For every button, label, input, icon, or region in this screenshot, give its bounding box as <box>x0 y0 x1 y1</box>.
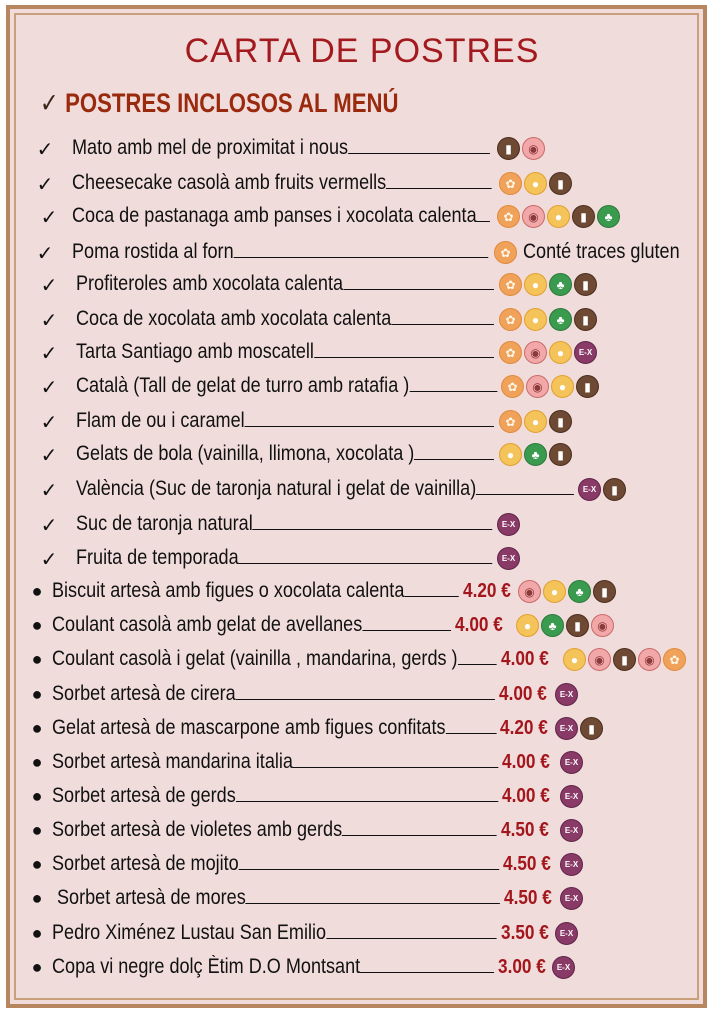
dish-name-text: Sorbet artesà mandarina italia <box>52 750 293 773</box>
soy-allergen-icon: ♣ <box>549 308 572 331</box>
gluten-allergen-icon: ✿ <box>499 341 522 364</box>
gluten-allergen-icon: ✿ <box>499 308 522 331</box>
dish-name <box>52 647 497 671</box>
check-icon: ✓ <box>40 412 58 434</box>
leader-line <box>343 272 494 290</box>
sulfites-allergen-icon: E-X <box>555 717 578 740</box>
milk-allergen-icon: ▮ <box>576 375 599 398</box>
leader-line <box>360 955 494 973</box>
milk-allergen-icon: ▮ <box>549 443 572 466</box>
allergen-icons <box>560 751 583 774</box>
check-icon: ✓ <box>36 174 54 196</box>
check-icon: ✓ <box>40 445 58 467</box>
allergen-icons <box>560 887 583 910</box>
egg-allergen-icon: ● <box>516 614 539 637</box>
dish-name-text: Tarta Santiago amb moscatell <box>76 340 314 363</box>
dish-price: 4.20 € <box>463 580 511 602</box>
soy-allergen-icon: ♣ <box>549 273 572 296</box>
leader-line <box>342 818 497 836</box>
dish-name <box>76 477 574 501</box>
dish-name-text: Coca de pastanaga amb panses i xocolata calenta <box>72 204 477 227</box>
dish-price: 4.00 € <box>499 683 547 705</box>
check-icon: ✓ <box>36 139 54 161</box>
sulfites-allergen-icon: E-X <box>560 887 583 910</box>
leader-line <box>326 921 497 939</box>
allergen-icons <box>497 205 620 228</box>
milk-allergen-icon: ▮ <box>574 273 597 296</box>
allergen-icons <box>555 922 578 945</box>
milk-allergen-icon: ▮ <box>574 308 597 331</box>
dish-name <box>76 374 497 398</box>
sulfites-allergen-icon: E-X <box>497 547 520 570</box>
dish-name <box>72 204 490 228</box>
dish-name <box>52 716 497 740</box>
egg-allergen-icon: ● <box>499 443 522 466</box>
leader-line <box>293 750 498 768</box>
milk-allergen-icon: ▮ <box>613 648 636 671</box>
leader-line <box>446 716 497 734</box>
nuts-allergen-icon: ◉ <box>522 137 545 160</box>
dish-name <box>72 240 488 264</box>
nuts-allergen-icon: ◉ <box>522 205 545 228</box>
leader-line <box>477 204 490 222</box>
dish-price: 4.00 € <box>455 614 503 636</box>
leader-line <box>253 512 492 530</box>
dish-name-text: Flam de ou i caramel <box>76 409 245 432</box>
allergen-icons <box>497 513 520 536</box>
allergen-icons <box>578 478 626 501</box>
leader-line <box>245 409 494 427</box>
allergen-icons <box>494 241 517 264</box>
soy-allergen-icon: ♣ <box>524 443 547 466</box>
allergen-icons <box>499 443 572 466</box>
dish-price: 4.20 € <box>500 717 548 739</box>
bullet-icon: ● <box>31 615 43 635</box>
gluten-allergen-icon: ✿ <box>499 410 522 433</box>
bullet-icon: ● <box>31 718 43 738</box>
dish-name <box>72 136 490 160</box>
allergen-icons <box>518 580 616 603</box>
bullet-icon: ● <box>31 820 43 840</box>
milk-allergen-icon: ▮ <box>566 614 589 637</box>
sulfites-allergen-icon: E-X <box>497 513 520 536</box>
dish-name <box>52 682 495 706</box>
allergen-icons <box>499 172 572 195</box>
bullet-icon: ● <box>31 752 43 772</box>
bullet-icon: ● <box>31 684 43 704</box>
dish-name <box>52 955 494 979</box>
milk-allergen-icon: ▮ <box>549 172 572 195</box>
leader-line <box>404 579 459 597</box>
egg-allergen-icon: ● <box>547 205 570 228</box>
leader-line <box>246 886 500 904</box>
egg-allergen-icon: ● <box>549 341 572 364</box>
dish-name-text: Mato amb mel de proximitat i nous <box>72 136 349 159</box>
check-icon: ✓ <box>40 377 58 399</box>
milk-allergen-icon: ▮ <box>572 205 595 228</box>
check-icon: ✓ <box>40 480 58 502</box>
dish-name-text: Copa vi negre dolç Ètim D.O Montsant <box>52 955 361 978</box>
dish-name <box>76 409 494 433</box>
dish-name-text: Sorbet artesà de gerds <box>52 784 236 807</box>
egg-allergen-icon: ● <box>551 375 574 398</box>
dish-price: 3.50 € <box>501 922 549 944</box>
dish-name <box>76 272 494 296</box>
gluten-allergen-icon: ✿ <box>499 172 522 195</box>
dish-price: 4.00 € <box>502 785 550 807</box>
check-icon: ✓ <box>40 88 59 118</box>
dish-name <box>52 852 499 876</box>
bullet-icon: ● <box>31 923 43 943</box>
leader-line <box>239 546 492 564</box>
sulfites-allergen-icon: E-X <box>560 751 583 774</box>
dish-name-text: Suc de taronja natural <box>76 512 253 535</box>
milk-allergen-icon: ▮ <box>593 580 616 603</box>
dish-name-text: Gelats de bola (vainilla, llimona, xocolata ) <box>76 442 415 465</box>
milk-allergen-icon: ▮ <box>497 137 520 160</box>
allergen-icons <box>560 853 583 876</box>
milk-allergen-icon: ▮ <box>549 410 572 433</box>
sulfites-allergen-icon: E-X <box>555 683 578 706</box>
dish-name <box>72 171 492 195</box>
check-icon: ✓ <box>40 310 58 332</box>
dish-name-text: Coca de xocolata amb xocolata calenta <box>76 307 392 330</box>
allergen-icons <box>516 614 614 637</box>
nuts-allergen-icon: ◉ <box>518 580 541 603</box>
gluten-allergen-icon: ✿ <box>663 648 686 671</box>
section-subtitle <box>40 88 398 119</box>
egg-allergen-icon: ● <box>524 308 547 331</box>
nuts-allergen-icon: ◉ <box>526 375 549 398</box>
bullet-icon: ● <box>31 649 43 669</box>
bullet-icon: ● <box>31 786 43 806</box>
dish-name <box>52 818 497 842</box>
dish-name-text: Gelat artesà de mascarpone amb figues confitats <box>52 716 446 739</box>
dish-price: 4.50 € <box>501 819 549 841</box>
egg-allergen-icon: ● <box>524 410 547 433</box>
soy-allergen-icon: ♣ <box>568 580 591 603</box>
dish-name-text: Biscuit artesà amb figues o xocolata calenta <box>52 579 405 602</box>
egg-allergen-icon: ● <box>563 648 586 671</box>
leader-line <box>234 240 488 258</box>
dish-name-text: Sorbet artesà de violetes amb gerds <box>52 818 343 841</box>
allergen-note: Conté traces gluten <box>523 240 680 263</box>
gluten-allergen-icon: ✿ <box>501 375 524 398</box>
bullet-icon: ● <box>31 581 43 601</box>
milk-allergen-icon: ▮ <box>603 478 626 501</box>
leader-line <box>362 613 451 631</box>
check-icon: ✓ <box>40 549 58 571</box>
check-icon: ✓ <box>40 207 58 229</box>
menu-title: CARTA DE POSTRES <box>184 32 540 70</box>
gluten-allergen-icon: ✿ <box>494 241 517 264</box>
dish-name-text: Català (Tall de gelat de turro amb ratafia ) <box>76 374 410 397</box>
allergen-icons <box>499 341 597 364</box>
dish-name <box>76 307 494 331</box>
check-icon: ✓ <box>40 343 58 365</box>
leader-line <box>348 136 490 154</box>
gluten-allergen-icon: ✿ <box>497 205 520 228</box>
allergen-icons <box>555 683 578 706</box>
allergen-icons <box>501 375 599 398</box>
dish-name-text: Poma rostida al forn <box>72 240 234 263</box>
leader-line <box>386 171 492 189</box>
bullet-icon: ● <box>31 854 43 874</box>
check-icon: ✓ <box>40 275 58 297</box>
leader-line <box>236 784 498 802</box>
dish-name <box>76 512 492 536</box>
egg-allergen-icon: ● <box>524 172 547 195</box>
dish-name-text: Profiteroles amb xocolata calenta <box>76 272 344 295</box>
leader-line <box>458 647 497 665</box>
allergen-icons <box>497 137 545 160</box>
allergen-icons <box>560 785 583 808</box>
allergen-icons <box>563 648 686 671</box>
sulfites-allergen-icon: E-X <box>560 785 583 808</box>
nuts-allergen-icon: ◉ <box>591 614 614 637</box>
dish-name <box>76 442 494 466</box>
dish-price: 4.50 € <box>503 853 551 875</box>
dish-name <box>52 921 497 945</box>
leader-line <box>414 442 494 460</box>
bullet-icon: ● <box>31 957 43 977</box>
dish-name <box>57 886 500 910</box>
soy-allergen-icon: ♣ <box>541 614 564 637</box>
sulfites-allergen-icon: E-X <box>574 341 597 364</box>
allergen-icons <box>499 308 597 331</box>
allergen-icons <box>560 819 583 842</box>
dish-name <box>76 546 492 570</box>
dish-name-text: València (Suc de taronja natural i gelat de vainilla) <box>76 477 477 500</box>
sulfites-allergen-icon: E-X <box>560 853 583 876</box>
dish-name <box>52 784 498 808</box>
section-subtitle-text: POSTRES INCLOSOS AL MENÚ <box>65 88 399 118</box>
dish-name-text: Fruita de temporada <box>76 546 239 569</box>
allergen-icons <box>499 273 597 296</box>
milk-allergen-icon: ▮ <box>580 717 603 740</box>
sulfites-allergen-icon: E-X <box>560 819 583 842</box>
check-icon: ✓ <box>40 515 58 537</box>
dish-price: 3.00 € <box>498 956 546 978</box>
dish-name <box>52 613 451 637</box>
dish-name-text: Cheesecake casolà amb fruits vermells <box>72 171 387 194</box>
nuts-allergen-icon: ◉ <box>524 341 547 364</box>
dish-price: 4.00 € <box>502 751 550 773</box>
allergen-icons <box>499 410 572 433</box>
leader-line <box>409 374 497 392</box>
allergen-icons <box>552 956 575 979</box>
leader-line <box>236 682 495 700</box>
dish-price: 4.00 € <box>501 648 549 670</box>
dish-name-text: Coulant casolà i gelat (vainilla , mandarina, gerds ) <box>52 647 458 670</box>
gluten-allergen-icon: ✿ <box>499 273 522 296</box>
dish-name-text: Sorbet artesà de cirera <box>52 682 236 705</box>
dish-name-text: Pedro Ximénez Lustau San Emilio <box>52 921 327 944</box>
check-icon: ✓ <box>36 243 54 265</box>
dish-name-text: Sorbet artesà de mojito <box>52 852 239 875</box>
egg-allergen-icon: ● <box>524 273 547 296</box>
dish-name <box>76 340 494 364</box>
sulfites-allergen-icon: E-X <box>552 956 575 979</box>
nuts-allergen-icon: ◉ <box>588 648 611 671</box>
leader-line <box>239 852 499 870</box>
dish-price: 4.50 € <box>504 887 552 909</box>
bullet-icon: ● <box>31 888 43 908</box>
leader-line <box>314 340 494 358</box>
sulfites-allergen-icon: E-X <box>578 478 601 501</box>
sulfites-allergen-icon: E-X <box>555 922 578 945</box>
soy-allergen-icon: ♣ <box>597 205 620 228</box>
leader-line <box>476 477 574 495</box>
allergen-icons <box>555 717 603 740</box>
egg-allergen-icon: ● <box>543 580 566 603</box>
dish-name <box>52 579 459 603</box>
leader-line <box>391 307 494 325</box>
dish-name-text: Coulant casolà amb gelat de avellanes <box>52 613 363 636</box>
nuts-allergen-icon: ◉ <box>638 648 661 671</box>
allergen-icons <box>497 547 520 570</box>
dish-name-text: Sorbet artesà de mores <box>57 886 246 909</box>
dish-name <box>52 750 498 774</box>
